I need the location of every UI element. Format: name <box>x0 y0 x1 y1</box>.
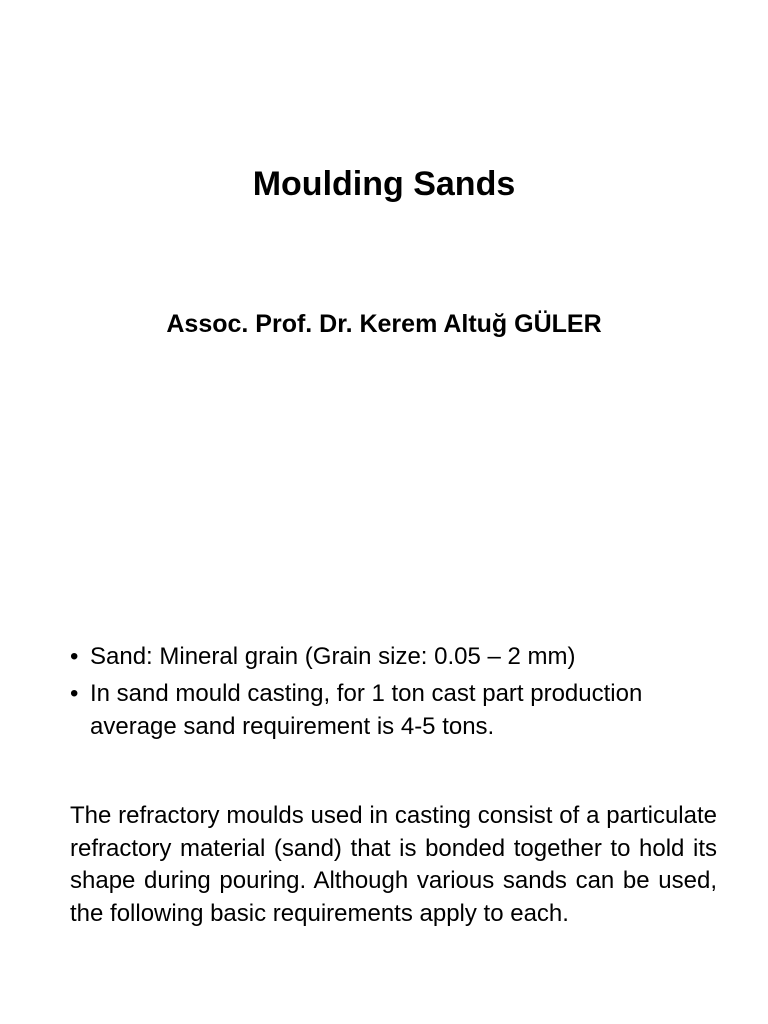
bullet-item <box>70 677 730 743</box>
bullet-text: In sand mould casting, for 1 ton cast part production average sand requirement is 4-5 tons. <box>90 680 643 740</box>
bullet-marker: • <box>70 680 79 707</box>
bullet-marker: • <box>70 643 79 670</box>
bullet-text: Sand: Mineral grain (Grain size: 0.05 – 2 mm) <box>90 643 576 670</box>
bullet-item <box>70 640 730 673</box>
bullet-list <box>70 640 730 747</box>
author-subtitle: Assoc. Prof. Dr. Kerem Altuğ GÜLER <box>166 310 602 338</box>
body-paragraph: The refractory moulds used in casting consist of a particulate refractory material (sand) that is bonded together to hold its shape during pouring. Although various sands can be used, the following basic requirements apply to each. <box>70 802 717 927</box>
slide-title: Moulding Sands <box>252 165 516 203</box>
